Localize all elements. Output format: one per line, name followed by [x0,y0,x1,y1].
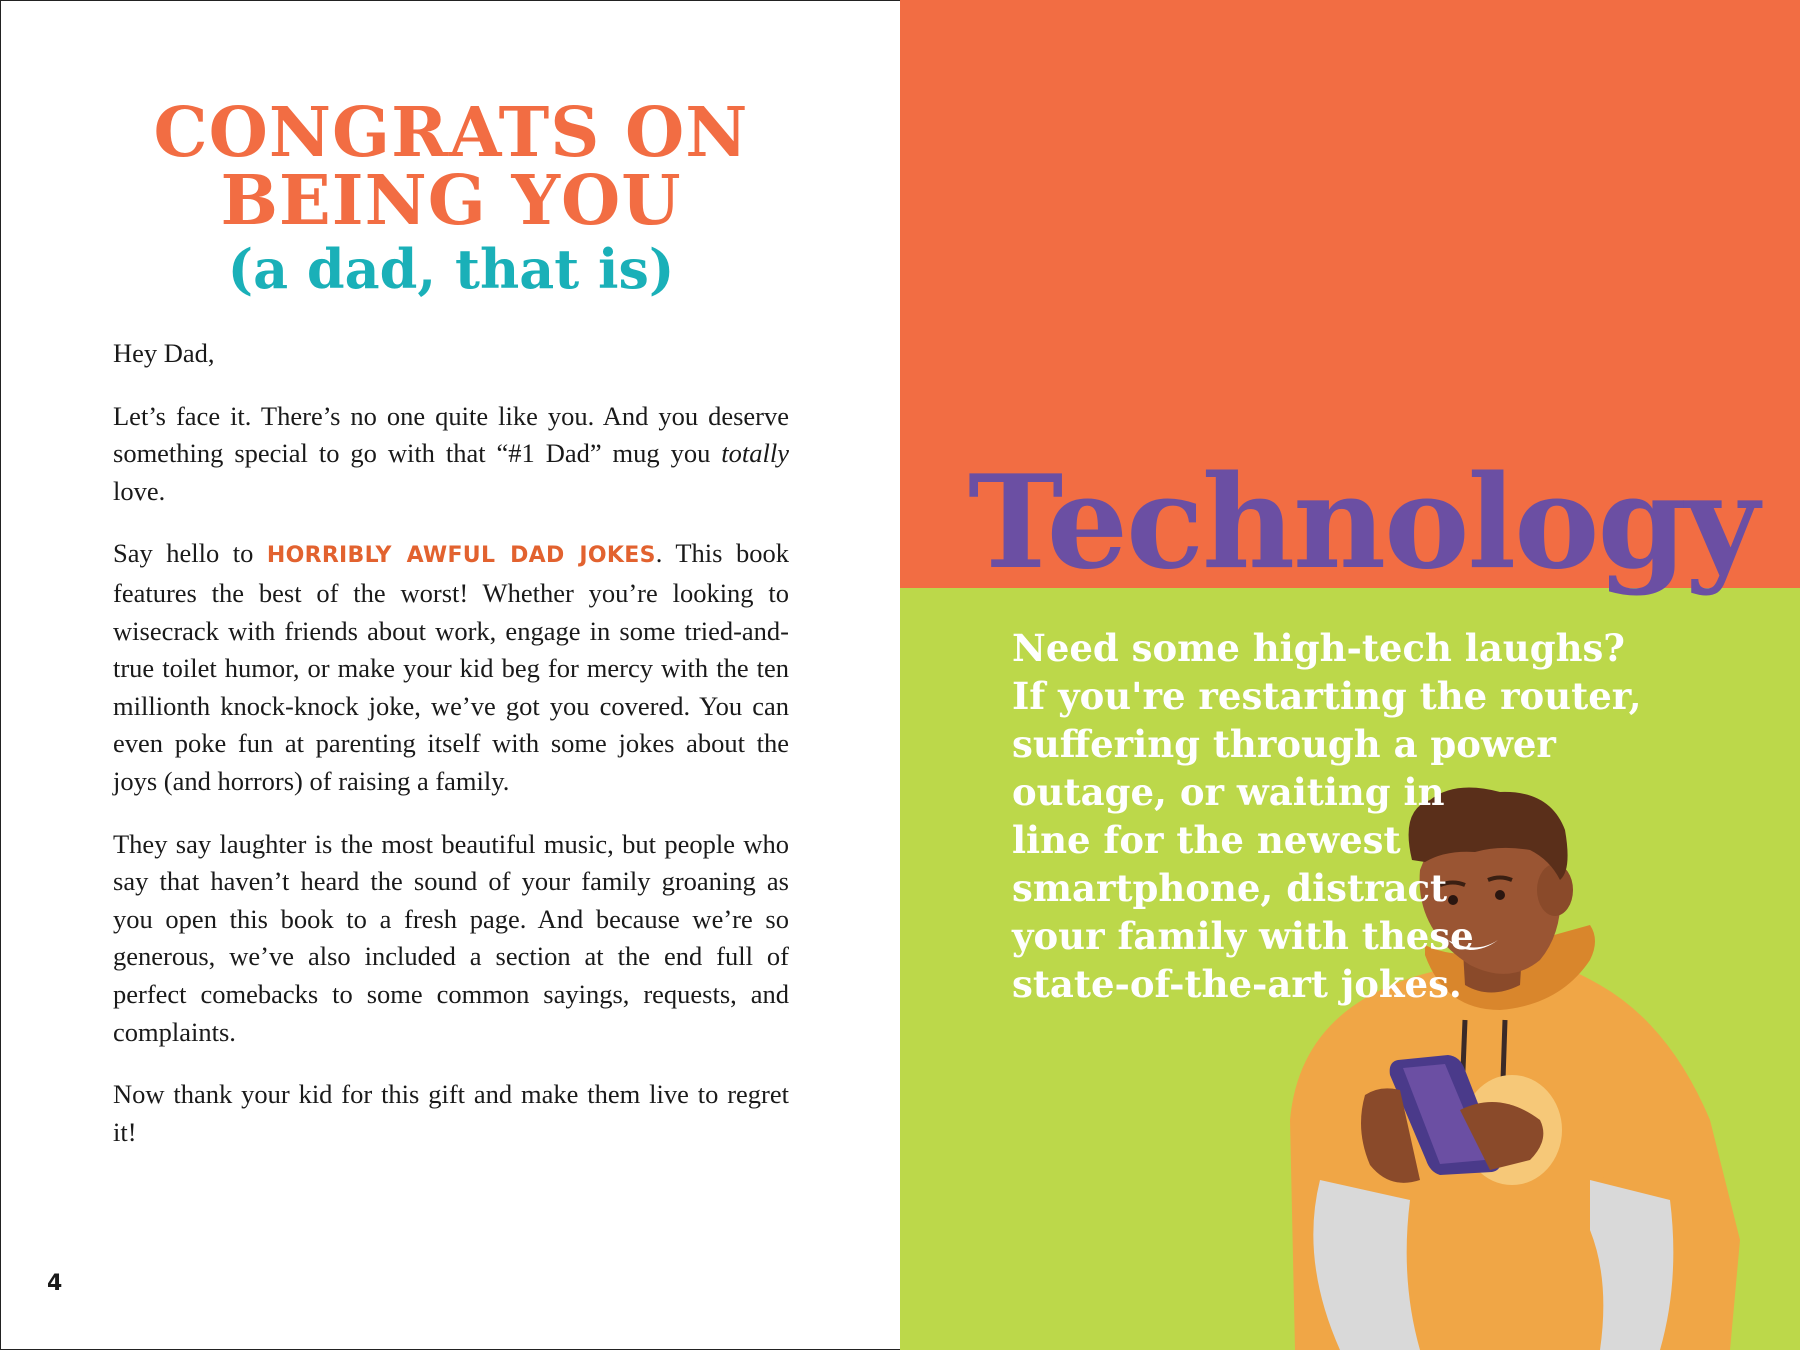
intro-letter [113,335,789,1176]
category-blurb [1012,624,1712,1008]
paragraph-2 [113,535,789,800]
paragraph-1 [113,398,789,511]
blurb-line: Need some high-tech laughs? [1012,626,1625,670]
blurb-line: state-of-the-art jokes. [1012,962,1462,1006]
blurb-line: If you're restarting the router, [1012,674,1642,718]
paragraph-1-text-a: Let’s face it. There’s no one quite like you. And you deserve something special to go with that “#1 Dad” mug you [113,400,789,469]
blurb-line: your family with these [1012,914,1474,958]
page-number: 4 [47,1271,63,1296]
blurb-line: line for the newest [1012,818,1401,862]
paragraph-2-text-a: Say hello to [113,538,267,569]
right-page [900,0,1800,1350]
blurb-line: smartphone, distract [1012,866,1448,910]
category-title: Technology [968,448,1758,598]
paragraph-1-text-b: love. [113,475,166,506]
blurb-line: outage, or waiting in [1012,770,1445,814]
book-title: HORRIBLY AWFUL DAD JOKES [266,543,656,569]
greeting: Hey Dad, [113,338,215,368]
paragraph-1-italic: totally [721,438,789,469]
page-subheadline: (a dad, that is) [227,237,675,301]
headline-line-1: CONGRATS ON [153,93,749,173]
headline-line-2: BEING YOU [220,161,682,241]
paragraph-4: Now thank your kid for this gift and make them live to regret it! [113,1079,789,1147]
page-headline [101,93,801,241]
paragraph-3: They say laughter is the most beautiful music, but people who say that haven’t heard the sound of your family groaning as you open this book to a fresh page. And because we’re so generous, we’ve also included a section at the end full of perfect comebacks to some common sayings, requests, and complaints. [113,828,789,1047]
paragraph-2-text-b: . This book features the best of the worst! Whether you’re looking to wisecrack with friends about work, engage in some tried-and-true toilet humor, or make your kid beg for mercy with the ten millionth knock-knock joke, we’ve got you covered. You can even poke fun at parenting itself with some jokes about the joys (and horrors) of raising a family. [113,538,789,796]
blurb-line: suffering through a power [1012,722,1556,766]
